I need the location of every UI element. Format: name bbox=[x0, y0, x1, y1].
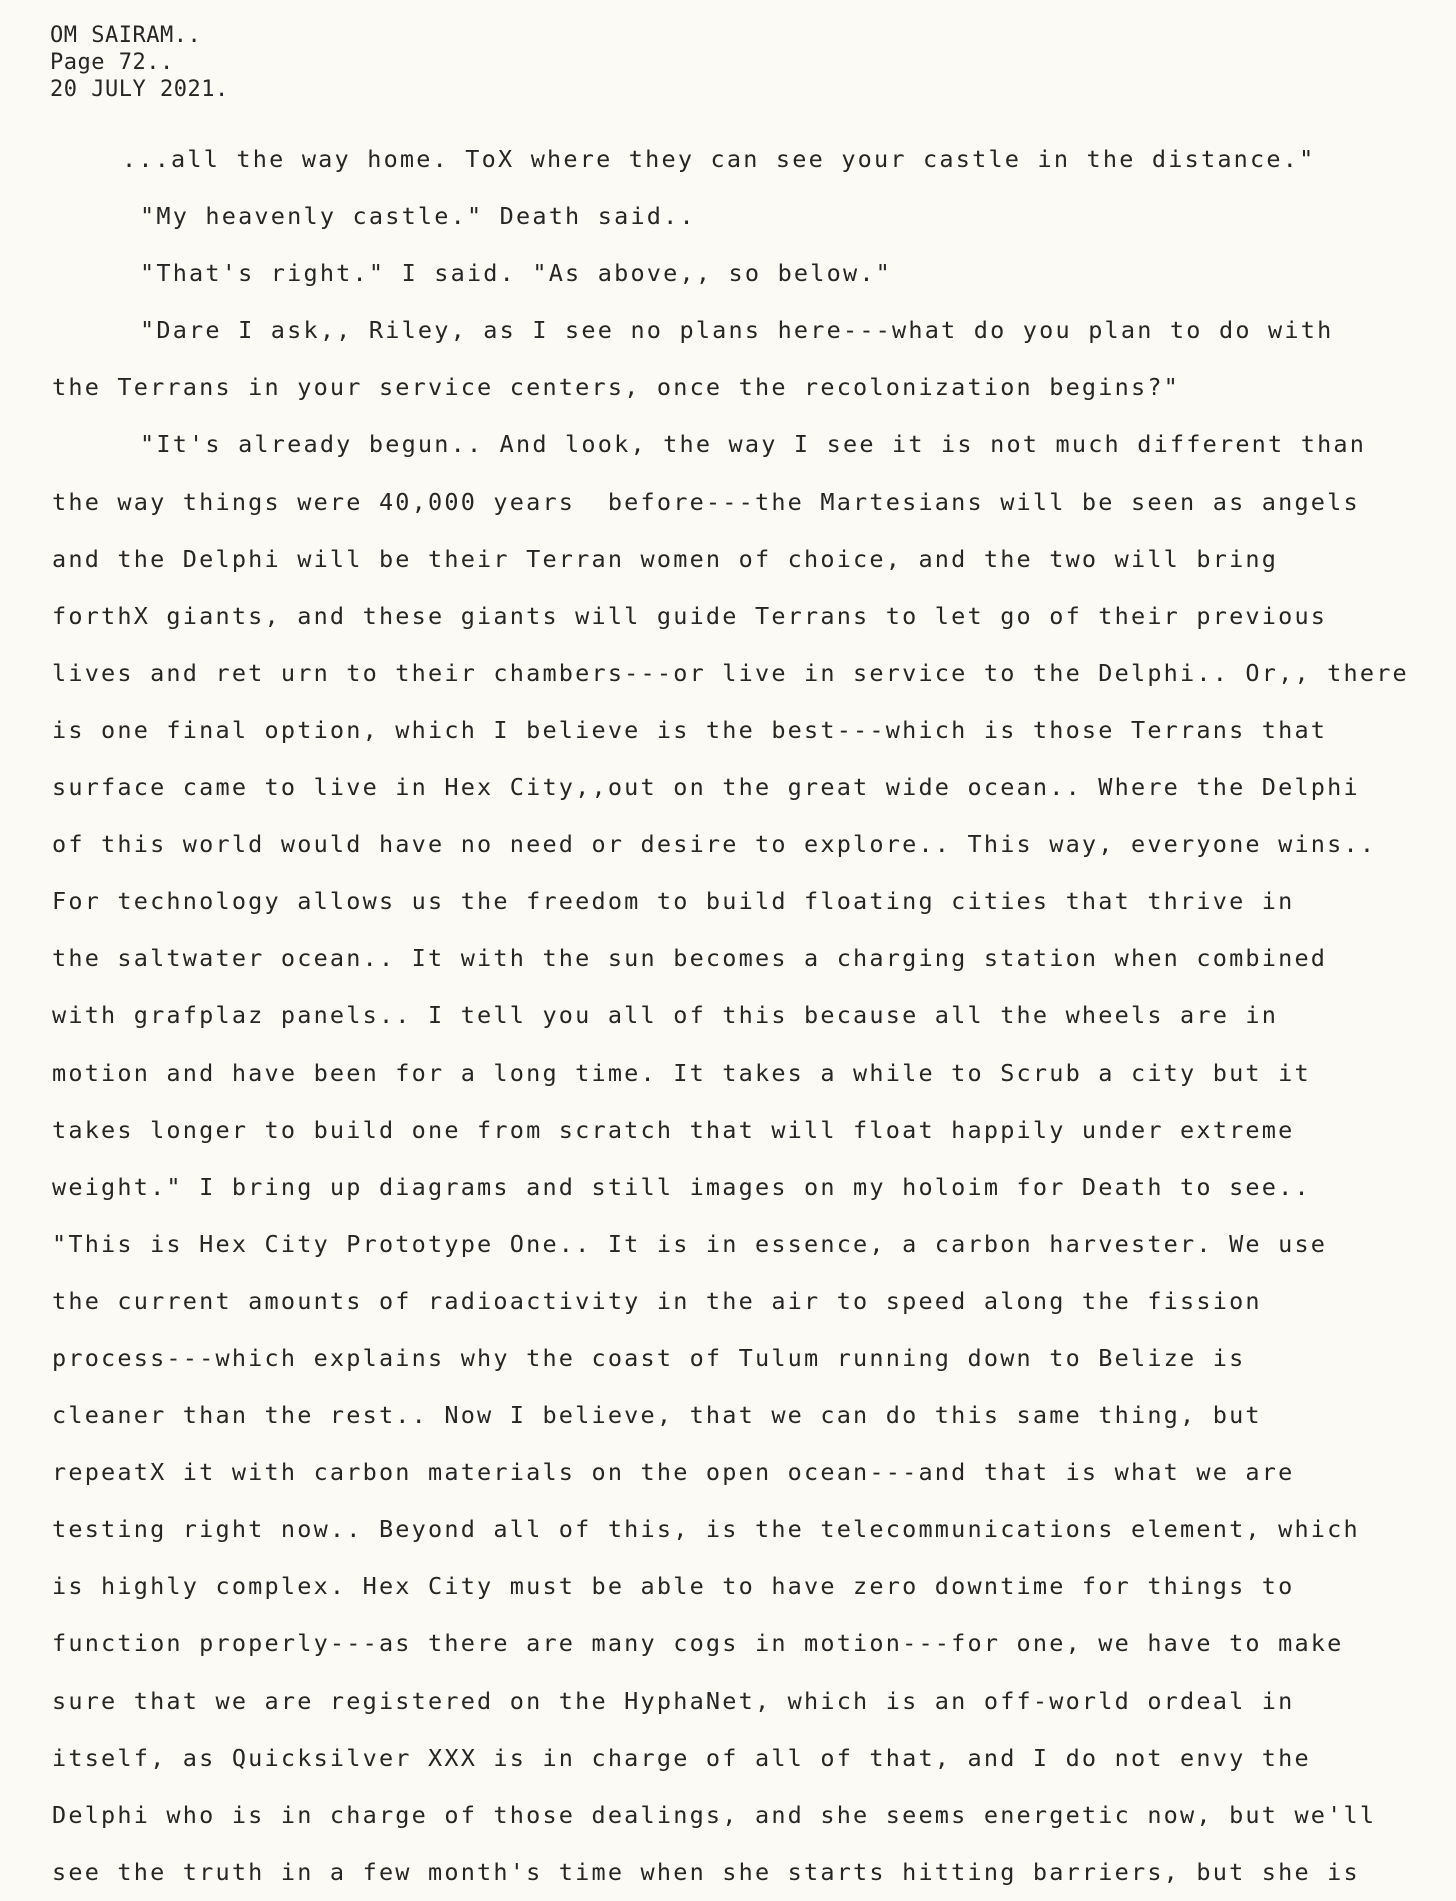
header-date: 20 JULY 2021. bbox=[50, 77, 229, 102]
text-line: takes longer to build one from scratch that will float happily under extreme bbox=[52, 1115, 1295, 1144]
text-line: with grafplaz panels.. I tell you all of this because all the wheels are in bbox=[52, 1001, 1279, 1030]
text-line: motion and have been for a long time. It takes a while to Scrub a city but it bbox=[52, 1058, 1311, 1087]
text-line: process---which explains why the coast of Tulum running down to Belize is bbox=[52, 1343, 1246, 1372]
text-line: "This is Hex City Prototype One.. It is in essence, a carbon harvester. We use bbox=[52, 1229, 1328, 1258]
text-line: ...all the way home. ToX where they can see your castle in the distance." bbox=[122, 145, 1316, 173]
text-line: of this world would have no need or desire to explore.. This way, everyone wins.. bbox=[52, 830, 1377, 859]
text-line: "It's already begun.. And look, the way I see it is not much different than bbox=[140, 430, 1367, 459]
text-line: lives and ret urn to their chambers---or live in service to the Delphi.. Or,, there bbox=[52, 658, 1409, 687]
text-line: the Terrans in your service centers, once the recolonization begins?" bbox=[52, 373, 1181, 402]
text-line: "Dare I ask,, Riley, as I see no plans here---what do you plan to do with bbox=[140, 316, 1334, 345]
text-line: is highly complex. Hex City must be able to have zero downtime for things to bbox=[52, 1572, 1295, 1601]
text-line: and the Delphi will be their Terran women of choice, and the two will bring bbox=[52, 544, 1279, 573]
text-line: see the truth in a few month's time when she starts hitting barriers, but she is bbox=[52, 1857, 1360, 1886]
text-line: is one final option, which I believe is the best---which is those Terrans that bbox=[52, 715, 1328, 744]
text-line: the saltwater ocean.. It with the sun becomes a charging station when combined bbox=[52, 944, 1328, 973]
text-line: Delphi who is in charge of those dealings, and she seems energetic now, but we'll bbox=[52, 1800, 1377, 1829]
text-line: For technology allows us the freedom to build floating cities that thrive in bbox=[52, 887, 1295, 916]
page-header bbox=[50, 22, 229, 103]
text-line: the current amounts of radioactivity in the air to speed along the fission bbox=[52, 1286, 1262, 1315]
text-line: sure that we are registered on the HyphaNet, which is an off-world ordeal in bbox=[52, 1686, 1295, 1715]
text-line: "That's right." I said. "As above,, so below." bbox=[140, 259, 893, 288]
text-line: "My heavenly castle." Death said.. bbox=[140, 202, 696, 231]
text-line: the way things were 40,000 years before---the Martesians will be seen as angels bbox=[52, 487, 1360, 516]
text-line: testing right now.. Beyond all of this, is the telecommunications element, which bbox=[52, 1515, 1360, 1544]
header-page-number: Page 72.. bbox=[50, 50, 174, 75]
body-text bbox=[52, 131, 1432, 1901]
text-line: function properly---as there are many cogs in motion---for one, we have to make bbox=[52, 1629, 1344, 1658]
text-line: forthX giants, and these giants will guide Terrans to let go of their previous bbox=[52, 601, 1328, 630]
text-line: surface came to live in Hex City,,out on the great wide ocean.. Where the Delphi bbox=[52, 773, 1360, 802]
text-line: itself, as Quicksilver XXX is in charge of all of that, and I do not envy the bbox=[52, 1743, 1311, 1772]
text-line: cleaner than the rest.. Now I believe, that we can do this same thing, but bbox=[52, 1401, 1262, 1430]
header-title: OM SAIRAM.. bbox=[50, 23, 202, 48]
text-line: repeatX it with carbon materials on the open ocean---and that is what we are bbox=[52, 1458, 1295, 1487]
text-line: weight." I bring up diagrams and still images on my holoim for Death to see.. bbox=[52, 1172, 1311, 1201]
